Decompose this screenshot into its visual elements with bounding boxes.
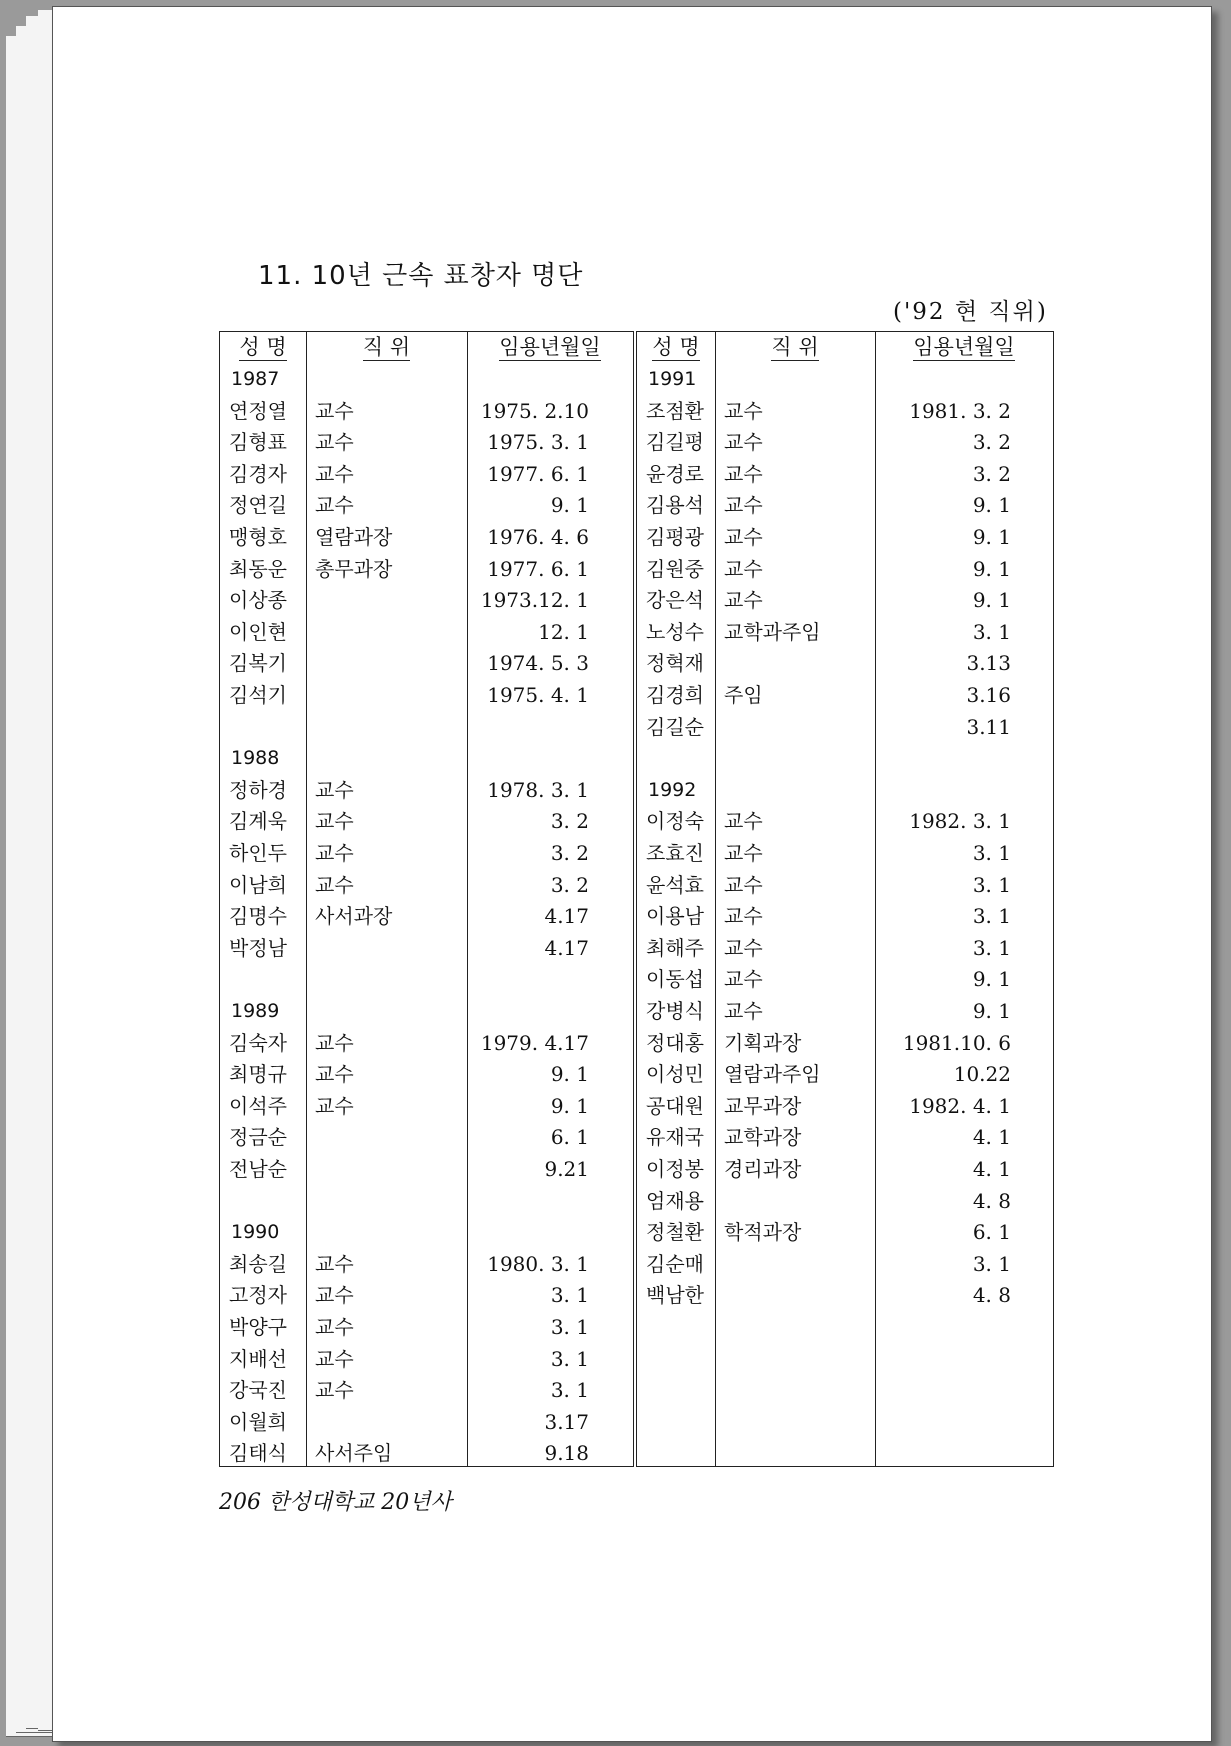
appointment-date: 9. 1 <box>550 1062 589 1087</box>
employee-position: 학적과장 <box>724 1220 802 1245</box>
employee-name: 윤석효 <box>646 872 704 897</box>
employee-name: 정철환 <box>646 1220 704 1245</box>
year-row <box>220 996 633 1028</box>
appointment-date: 1980. 3. 1 <box>487 1251 589 1276</box>
table-row <box>637 901 1053 933</box>
table-row <box>637 1249 1053 1281</box>
table-row <box>637 648 1053 680</box>
employee-name: 김원중 <box>646 556 704 581</box>
appointment-date: 3.13 <box>966 651 1011 676</box>
table-row <box>637 838 1053 870</box>
employee-position: 사서주임 <box>315 1441 393 1466</box>
appointment-date: 9.18 <box>544 1441 589 1466</box>
employee-position: 교수 <box>724 904 763 929</box>
table-row <box>637 554 1053 586</box>
appointment-date: 3. 1 <box>550 1378 589 1403</box>
table-row <box>220 1312 633 1344</box>
table-row <box>637 617 1053 649</box>
table-row <box>637 1028 1053 1060</box>
employee-name: 김길순 <box>646 714 704 739</box>
page-footer: 206 한성대학교 20년사 <box>219 1490 452 1515</box>
appointment-date: 9.21 <box>544 1157 589 1181</box>
table-row <box>220 1407 633 1439</box>
employee-position: 열람과장 <box>315 525 393 549</box>
employee-position: 교수 <box>315 809 354 834</box>
employee-name: 김순매 <box>646 1251 704 1276</box>
table-row <box>637 1186 1053 1218</box>
right-table <box>636 331 1054 1467</box>
table-row <box>637 1091 1053 1123</box>
employee-name: 박양구 <box>229 1315 287 1339</box>
table-row <box>220 1344 633 1376</box>
appointment-date: 6. 1 <box>550 1125 589 1150</box>
table-row <box>220 1122 633 1154</box>
employee-position: 교수 <box>724 872 763 897</box>
employee-name: 공대원 <box>646 1093 704 1118</box>
table-row <box>637 459 1053 491</box>
employee-position: 교수 <box>724 967 763 992</box>
employee-position: 교학과장 <box>724 1125 802 1150</box>
table-row <box>637 964 1053 996</box>
table-row <box>220 933 633 965</box>
table-row <box>637 1280 1053 1312</box>
employee-name: 전남순 <box>229 1157 287 1181</box>
employee-position: 교수 <box>315 1315 354 1339</box>
employee-name: 이남희 <box>229 872 287 897</box>
employee-name: 이성민 <box>646 1062 704 1087</box>
document-page <box>52 6 1212 1742</box>
table-row <box>220 775 633 807</box>
employee-position: 교수 <box>724 461 763 486</box>
employee-name: 강은석 <box>646 588 704 613</box>
employee-name: 백남한 <box>646 1283 704 1308</box>
appointment-date: 4. 8 <box>972 1188 1011 1213</box>
employee-name: 김숙자 <box>229 1030 287 1055</box>
employee-position: 교수 <box>315 398 354 423</box>
table-row <box>637 996 1053 1028</box>
year-row <box>220 1217 633 1249</box>
table-row <box>637 806 1053 838</box>
appointment-date: 1975. 3. 1 <box>487 430 589 455</box>
appointment-date: 1974. 5. 3 <box>487 651 589 676</box>
table-row <box>220 1154 633 1186</box>
table-row <box>637 712 1053 744</box>
header-name: 성 명 <box>239 335 287 359</box>
appointment-date: 1977. 6. 1 <box>487 556 589 581</box>
appointment-date: 9. 1 <box>972 999 1011 1023</box>
appointment-date: 9. 1 <box>972 588 1011 613</box>
table-row <box>220 1280 633 1312</box>
year-label: 1989 <box>231 1000 280 1022</box>
employee-position: 교수 <box>724 588 763 613</box>
appointment-date: 3. 1 <box>550 1346 589 1371</box>
employee-name: 강병식 <box>646 999 704 1023</box>
employee-name: 맹형호 <box>229 525 287 549</box>
spacer-row <box>637 743 1053 775</box>
table-row <box>220 396 633 428</box>
year-row <box>637 364 1053 396</box>
appointment-date: 1979. 4.17 <box>480 1030 589 1055</box>
employee-name: 정하경 <box>229 777 287 802</box>
appointment-date: 1973.12. 1 <box>480 588 589 613</box>
table-row <box>220 1091 633 1123</box>
employee-name: 김용석 <box>646 493 704 518</box>
employee-position: 교수 <box>315 1030 354 1055</box>
employee-name: 김형표 <box>229 430 287 455</box>
table-row <box>637 396 1053 428</box>
appointment-date: 10.22 <box>953 1062 1011 1087</box>
table-row <box>220 806 633 838</box>
appointment-date: 3.16 <box>966 683 1011 707</box>
employee-position: 기획과장 <box>724 1030 802 1055</box>
employee-position: 열람과주임 <box>724 1062 821 1087</box>
employee-name: 지배선 <box>229 1346 287 1371</box>
document-subtitle: ('92 현 직위) <box>893 299 1048 325</box>
appointment-date: 1976. 4. 6 <box>487 525 589 549</box>
table-row <box>220 901 633 933</box>
left-table <box>219 331 634 1467</box>
appointment-date: 9. 1 <box>550 1093 589 1118</box>
employee-name: 엄재용 <box>646 1188 704 1213</box>
employee-position: 교수 <box>315 777 354 802</box>
employee-name: 노성수 <box>646 619 704 644</box>
appointment-date: 3. 1 <box>972 841 1011 865</box>
employee-name: 정연길 <box>229 493 287 518</box>
appointment-date: 9. 1 <box>972 525 1011 549</box>
appointment-date: 3. 1 <box>972 872 1011 897</box>
employee-name: 김석기 <box>229 683 287 707</box>
table-row <box>220 1059 633 1091</box>
header-name: 성 명 <box>652 335 700 359</box>
appointment-date: 1978. 3. 1 <box>487 777 589 802</box>
employee-position: 교수 <box>315 1283 354 1308</box>
employee-name: 고정자 <box>229 1283 287 1308</box>
appointment-date: 9. 1 <box>972 493 1011 518</box>
employee-name: 최동운 <box>229 556 287 581</box>
table-row <box>637 427 1053 459</box>
employee-position: 교수 <box>724 809 763 834</box>
employee-position: 교수 <box>724 493 763 518</box>
year-row <box>220 743 633 775</box>
appointment-date: 4. 1 <box>972 1157 1011 1181</box>
table-row <box>637 1122 1053 1154</box>
table-row <box>220 1438 633 1470</box>
document-title: 11. 10년 근속 표창자 명단 <box>258 261 584 291</box>
table-row <box>220 585 633 617</box>
table-row <box>220 648 633 680</box>
employee-position: 교수 <box>315 872 354 897</box>
table-row <box>220 1028 633 1060</box>
appointment-date: 1977. 6. 1 <box>487 461 589 486</box>
table-row <box>220 490 633 522</box>
employee-position: 교수 <box>315 461 354 486</box>
employee-position: 교수 <box>724 999 763 1023</box>
employee-position: 교수 <box>315 1378 354 1403</box>
appointment-date: 1981.10. 6 <box>902 1030 1011 1055</box>
appointment-date: 1981. 3. 2 <box>909 398 1011 423</box>
employee-name: 이동섭 <box>646 967 704 992</box>
appointment-date: 4. 8 <box>972 1283 1011 1308</box>
table-row <box>637 585 1053 617</box>
appointment-date: 1982. 4. 1 <box>909 1093 1011 1118</box>
appointment-date: 12. 1 <box>538 619 589 644</box>
table-row <box>220 838 633 870</box>
employee-name: 김복기 <box>229 651 287 676</box>
year-label: 1987 <box>231 368 280 390</box>
employee-name: 윤경로 <box>646 461 704 486</box>
employee-position: 교학과주임 <box>724 619 821 644</box>
appointment-date: 9. 1 <box>972 556 1011 581</box>
header-position: 직 위 <box>771 335 819 359</box>
employee-name: 정금순 <box>229 1125 287 1150</box>
header-date: 임용년월일 <box>913 335 1015 359</box>
employee-name: 이정숙 <box>646 809 704 834</box>
table-row <box>637 522 1053 554</box>
appointment-date: 9. 1 <box>550 493 589 518</box>
employee-name: 최송길 <box>229 1251 287 1276</box>
table-row <box>220 1249 633 1281</box>
appointment-date: 4.17 <box>544 904 589 929</box>
table-row <box>637 1059 1053 1091</box>
table-row <box>637 680 1053 712</box>
appointment-date: 3. 1 <box>550 1283 589 1308</box>
appointment-date: 3. 1 <box>550 1315 589 1339</box>
appointment-date: 4. 1 <box>972 1125 1011 1150</box>
table-row <box>220 554 633 586</box>
employee-position: 주임 <box>724 683 763 707</box>
employee-position: 교수 <box>315 1346 354 1371</box>
year-label: 1991 <box>648 368 697 390</box>
employee-name: 조점환 <box>646 398 704 423</box>
employee-name: 강국진 <box>229 1378 287 1403</box>
appointment-date: 3. 2 <box>550 872 589 897</box>
employee-position: 교수 <box>315 430 354 455</box>
table-row <box>220 459 633 491</box>
appointment-date: 3. 2 <box>972 461 1011 486</box>
employee-name: 김길평 <box>646 430 704 455</box>
employee-name: 하인두 <box>229 841 287 865</box>
header-position: 직 위 <box>362 335 411 359</box>
employee-name: 조효진 <box>646 841 704 865</box>
table-row <box>637 1154 1053 1186</box>
year-row <box>220 364 633 396</box>
appointment-date: 9. 1 <box>972 967 1011 992</box>
employee-position: 교수 <box>315 1251 354 1276</box>
header-date: 임용년월일 <box>499 335 601 359</box>
table-row <box>220 1375 633 1407</box>
spacer-row <box>220 712 633 744</box>
employee-name: 김경희 <box>646 683 704 707</box>
employee-position: 교무과장 <box>724 1093 802 1118</box>
table-row <box>637 870 1053 902</box>
year-label: 1990 <box>231 1221 280 1244</box>
spacer-row <box>220 964 633 996</box>
employee-position: 교수 <box>315 1062 354 1087</box>
appointment-date: 3.11 <box>966 714 1011 739</box>
appointment-date: 1975. 2.10 <box>480 398 589 423</box>
employee-name: 김평광 <box>646 525 704 549</box>
table-row <box>637 1217 1053 1249</box>
employee-position: 경리과장 <box>724 1157 802 1181</box>
employee-name: 정대홍 <box>646 1030 704 1055</box>
employee-name: 박정남 <box>229 935 287 960</box>
employee-position: 교수 <box>315 841 354 865</box>
employee-position: 교수 <box>724 935 763 960</box>
appointment-date: 3. 2 <box>550 809 589 834</box>
employee-position: 총무과장 <box>315 556 393 581</box>
employee-position: 교수 <box>724 556 763 581</box>
employee-name: 김계욱 <box>229 809 287 834</box>
table-row <box>220 680 633 712</box>
employee-name: 이용남 <box>646 904 704 929</box>
year-row <box>637 775 1053 807</box>
employee-name: 연정열 <box>229 398 287 423</box>
appointment-date: 1982. 3. 1 <box>909 809 1011 834</box>
employee-name: 김명수 <box>229 904 287 929</box>
appointment-date: 3. 1 <box>972 619 1011 644</box>
appointment-date: 1975. 4. 1 <box>487 683 589 707</box>
spacer-row <box>220 1186 633 1218</box>
appointment-date: 3. 2 <box>972 430 1011 455</box>
table-row <box>220 427 633 459</box>
appointment-date: 3. 2 <box>550 841 589 865</box>
employee-name: 이인현 <box>229 619 287 644</box>
table-row <box>637 933 1053 965</box>
table-row <box>637 490 1053 522</box>
table-row <box>220 522 633 554</box>
employee-name: 김경자 <box>229 461 287 486</box>
employee-name: 최명규 <box>229 1062 287 1087</box>
year-label: 1992 <box>648 778 697 801</box>
employee-position: 교수 <box>315 493 354 518</box>
employee-name: 이석주 <box>229 1093 287 1118</box>
employee-position: 교수 <box>724 525 763 549</box>
employee-position: 교수 <box>724 430 763 455</box>
appointment-date: 3. 1 <box>972 1251 1011 1276</box>
appointment-date: 4.17 <box>544 935 589 960</box>
appointment-date: 3.17 <box>544 1409 589 1434</box>
appointment-date: 3. 1 <box>972 935 1011 960</box>
employee-name: 이정봉 <box>646 1157 704 1181</box>
year-label: 1988 <box>231 747 280 770</box>
employee-name: 최해주 <box>646 935 704 960</box>
employee-name: 정혁재 <box>646 651 704 676</box>
employee-position: 교수 <box>724 841 763 865</box>
table-row <box>220 617 633 649</box>
employee-position: 교수 <box>315 1093 354 1118</box>
employee-position: 교수 <box>724 398 763 423</box>
table-row <box>220 870 633 902</box>
employee-name: 이월희 <box>229 1409 287 1434</box>
employee-name: 유재국 <box>646 1125 704 1150</box>
employee-name: 김태식 <box>229 1441 287 1466</box>
employee-name: 이상종 <box>229 588 287 613</box>
appointment-date: 6. 1 <box>972 1220 1011 1245</box>
employee-position: 사서과장 <box>315 904 393 929</box>
appointment-date: 3. 1 <box>972 904 1011 929</box>
